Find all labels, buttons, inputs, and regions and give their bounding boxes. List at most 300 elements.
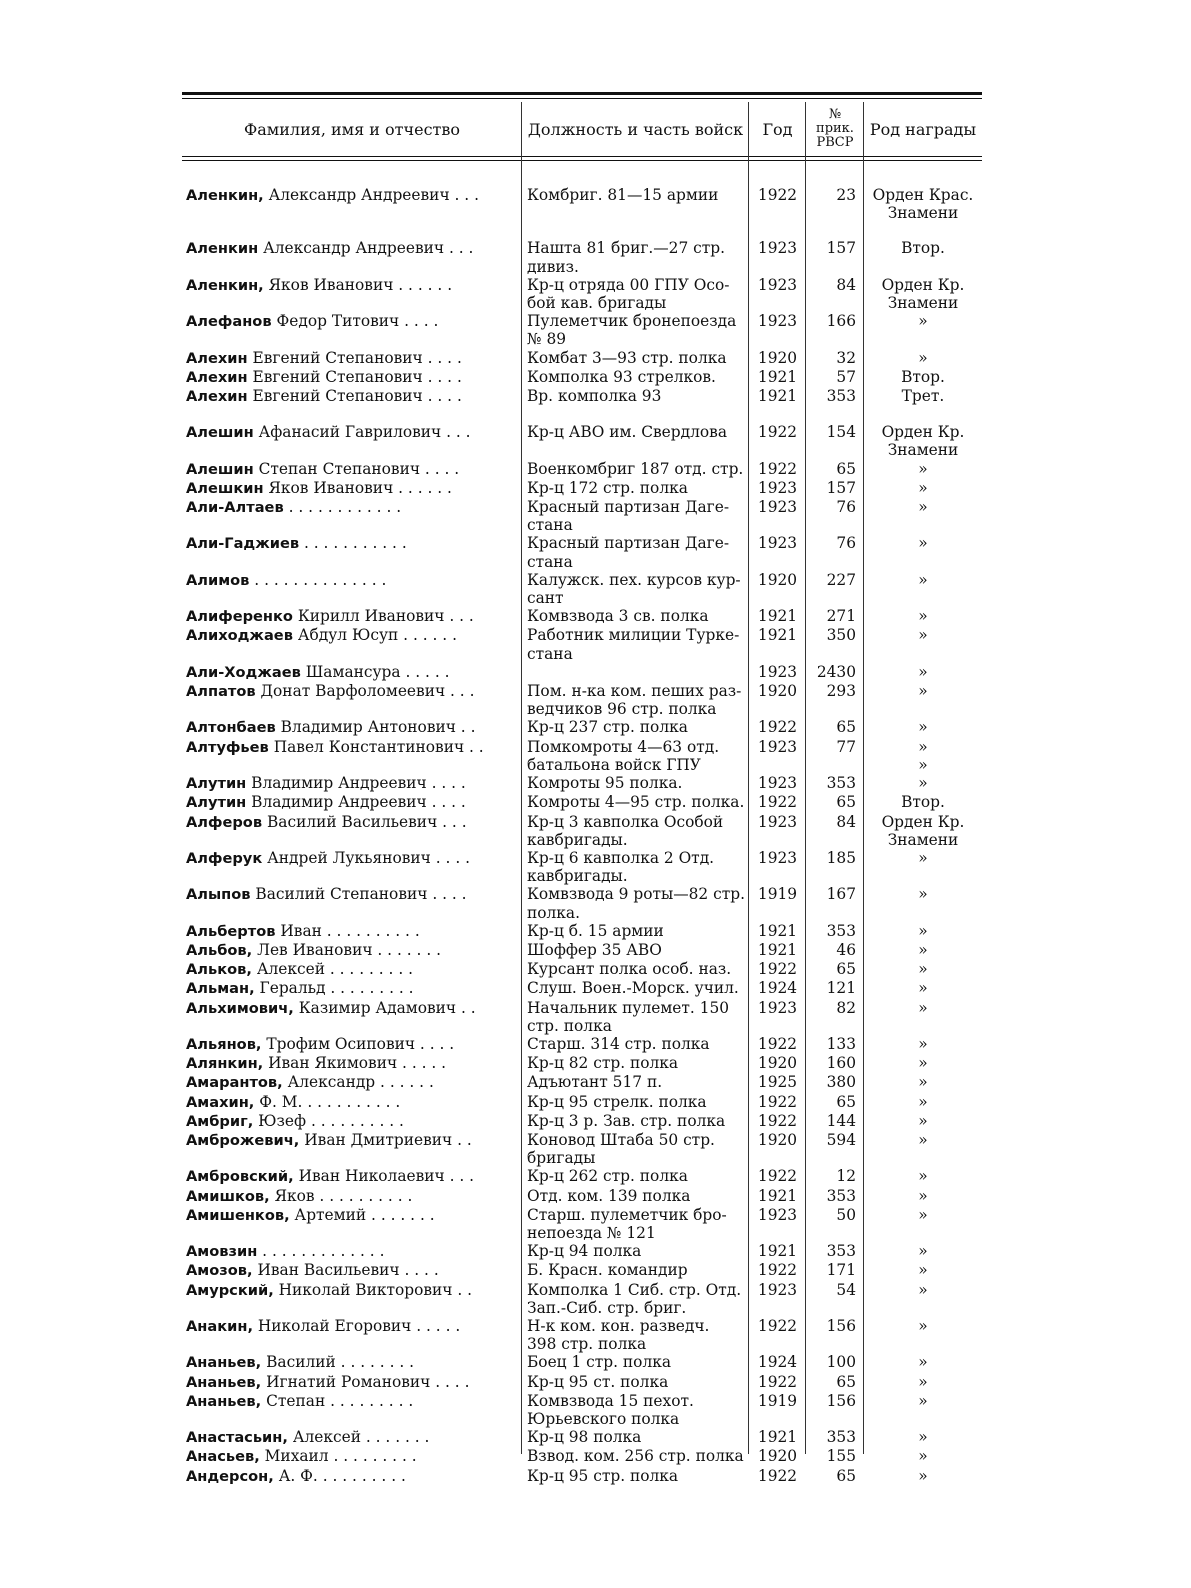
cell-award: »	[918, 1280, 928, 1299]
cell-position: Комбат 3—93 стр. полка	[527, 348, 727, 367]
table-row	[182, 239, 982, 275]
cell-name	[182, 1467, 522, 1486]
given-names: Евгений Степанович . . . .	[247, 348, 462, 367]
cell-year: 1922	[757, 1167, 798, 1186]
cell-name	[182, 479, 522, 498]
surname: Алешин	[186, 460, 254, 478]
cell-award: »	[918, 774, 928, 793]
given-names: Афанасий Гаврилович . . .	[253, 423, 471, 442]
cell-year: 1925	[757, 1073, 798, 1092]
given-names: Юзеф . . . . . . . . . .	[253, 1111, 404, 1130]
cell-position: Кр-ц 172 стр. полка	[527, 478, 688, 497]
cell-name	[182, 682, 522, 718]
cell-order: 65	[836, 718, 856, 737]
cell-name	[182, 738, 522, 774]
surname: Алешин	[186, 424, 254, 442]
cell-name	[182, 979, 522, 998]
cell-year: 1923	[757, 662, 798, 681]
given-names: Трофим Осипович . . . .	[261, 1034, 455, 1053]
given-names: Шамансура . . . . .	[300, 662, 450, 681]
surname: Алферук	[186, 849, 263, 867]
given-names: Иван Николаевич . . .	[293, 1167, 475, 1186]
cell-award: »	[918, 626, 928, 645]
table-row	[182, 1167, 982, 1186]
header-rule-2	[182, 160, 982, 161]
cell-position: Калужск. пех. курсов кур- сант	[527, 570, 741, 608]
surname: Анакин,	[186, 1317, 253, 1335]
given-names: . . . . . . . . . . . . . .	[249, 570, 387, 589]
cell-year: 1920	[757, 1447, 798, 1466]
award-table	[182, 186, 982, 1486]
given-names: Алексей . . . . . . . . .	[251, 960, 414, 979]
table-row	[182, 479, 982, 498]
cell-year: 1923	[757, 275, 798, 294]
cell-award: »	[918, 607, 928, 626]
surname: Али-Алтаев	[186, 499, 284, 517]
table-row	[182, 1353, 982, 1372]
cell-award: Втор.	[901, 239, 945, 258]
cell-order: 353	[826, 1186, 856, 1205]
surname: Алыпов	[186, 886, 251, 904]
table-row	[182, 1073, 982, 1092]
cell-award: »	[918, 921, 928, 940]
cell-position: Взвод. ком. 256 стр. полка	[527, 1447, 744, 1466]
cell-order: 82	[836, 998, 856, 1017]
given-names: . . . . . . . . . . . .	[283, 498, 402, 517]
cell-year: 1924	[757, 979, 798, 998]
cell-position: Начальник пулемет. 150 стр. полка	[527, 998, 730, 1035]
cell-position: Старш. пулеметчик бро- непоезда № 121	[527, 1205, 727, 1242]
cell-year: 1922	[757, 718, 798, 737]
cell-position: Адъютант 517 п.	[527, 1073, 663, 1092]
table-row	[182, 979, 982, 998]
cell-name	[182, 1073, 522, 1092]
surname: Аленкин,	[186, 187, 264, 204]
table-row	[182, 1447, 982, 1466]
cell-award: »	[918, 662, 928, 681]
cell-name	[182, 885, 522, 921]
cell-year: 1922	[757, 1111, 798, 1130]
cell-award: »	[918, 1034, 928, 1053]
cell-order: 65	[836, 1466, 856, 1485]
cell-order: 156	[826, 1391, 856, 1410]
cell-order: 2430	[816, 662, 856, 681]
cell-name	[182, 312, 522, 348]
cell-name	[182, 239, 522, 275]
cell-order: 23	[836, 186, 856, 204]
table-row	[182, 534, 982, 570]
cell-year: 1921	[757, 921, 798, 940]
cell-year: 1920	[757, 348, 798, 367]
cell-order: 54	[836, 1280, 856, 1299]
cell-name	[182, 607, 522, 626]
surname: Амброжевич,	[186, 1131, 300, 1149]
cell-order: 65	[836, 1092, 856, 1111]
table-row	[182, 387, 982, 406]
given-names: Андрей Лукьянович . . . .	[262, 848, 470, 867]
surname: Аленкин,	[186, 276, 264, 294]
cell-name	[182, 718, 522, 737]
given-names: Геральд . . . . . . . . .	[254, 979, 414, 998]
cell-year: 1922	[757, 1316, 798, 1335]
cell-position: Красный партизан Даге- стана	[527, 534, 730, 571]
cell-award: »	[918, 1167, 928, 1186]
cell-position: Вр. комполка 93	[527, 387, 662, 406]
cell-order: 57	[836, 367, 856, 386]
cell-position: Пом. н-ка ком. пеших раз- ведчиков 96 стр. полка	[527, 682, 742, 719]
cell-award: »	[918, 498, 928, 517]
cell-order: 594	[826, 1130, 856, 1149]
cell-award: »	[918, 570, 928, 589]
cell-position: Б. Красн. командир	[527, 1261, 688, 1280]
surname: Алиходжаев	[186, 627, 293, 645]
cell-order: 65	[836, 793, 856, 812]
cell-year: 1923	[757, 239, 798, 258]
table-row	[182, 718, 982, 737]
cell-year: 1921	[757, 940, 798, 959]
cell-award: »	[918, 478, 928, 497]
given-names: Александр Андреевич . . .	[263, 186, 479, 204]
cell-position: Комвзвода 9 роты—82 стр. полка.	[527, 885, 745, 922]
cell-name	[182, 571, 522, 607]
table-row	[182, 368, 982, 387]
cell-position: Помкомроты 4—63 отд. батальона войск ГПУ	[527, 737, 720, 774]
surname: Амбриг,	[186, 1112, 254, 1130]
cell-order: 76	[836, 498, 856, 517]
cell-name	[182, 626, 522, 662]
cell-name	[182, 1131, 522, 1167]
header-rule-1	[182, 156, 982, 157]
cell-name	[182, 349, 522, 368]
cell-year: 1922	[757, 1261, 798, 1280]
cell-award: »	[918, 979, 928, 998]
cell-year: 1923	[757, 498, 798, 517]
cell-name	[182, 1373, 522, 1392]
cell-award: »	[918, 1316, 928, 1335]
cell-award: »	[918, 1242, 928, 1261]
table-row	[182, 1112, 982, 1131]
cell-year: 1923	[757, 1205, 798, 1224]
cell-order: 353	[826, 1242, 856, 1261]
surname: Алехин	[186, 388, 248, 406]
cell-position: Комвзвода 3 св. полка	[527, 607, 709, 626]
surname: Анастасьин,	[186, 1429, 288, 1447]
cell-position: Компoлка 93 стрелков.	[527, 367, 716, 386]
cell-order: 350	[826, 626, 856, 645]
cell-position: Кр-ц АВО им. Свердлова	[527, 423, 728, 442]
cell-order: 160	[826, 1054, 856, 1073]
table-row	[182, 1187, 982, 1206]
cell-year: 1920	[757, 682, 798, 701]
surname: Альков,	[186, 961, 252, 979]
given-names: Артемий . . . . . . .	[289, 1205, 435, 1224]
cell-name	[182, 1093, 522, 1112]
cell-name	[182, 1317, 522, 1353]
cell-order: 12	[836, 1167, 856, 1186]
given-names: Александр . . . . . .	[282, 1073, 434, 1092]
cell-position: Старш. 314 стр. полка	[527, 1034, 710, 1053]
cell-position: Комроты 95 полка.	[527, 774, 683, 793]
given-names: Иван Васильевич . . . .	[252, 1261, 439, 1280]
cell-award: »	[918, 718, 928, 737]
cell-award: »	[918, 960, 928, 979]
surname: Алферов	[186, 813, 263, 831]
cell-award: »	[918, 682, 928, 701]
given-names: Федор Титович . . . .	[271, 312, 439, 331]
surname: Амишков,	[186, 1187, 270, 1205]
cell-order: 65	[836, 1372, 856, 1391]
cell-position: Шоффер 35 АВО	[527, 940, 662, 959]
cell-year: 1923	[757, 1280, 798, 1299]
cell-order: 46	[836, 940, 856, 959]
cell-order: 353	[826, 921, 856, 940]
given-names: Степан . . . . . . . . .	[261, 1391, 414, 1410]
cell-year: 1920	[757, 1054, 798, 1073]
cell-year: 1922	[757, 793, 798, 812]
cell-name	[182, 1054, 522, 1073]
surname: Амарантов,	[186, 1074, 283, 1092]
cell-award: »	[918, 534, 928, 553]
cell-year: 1922	[757, 1372, 798, 1391]
cell-position: Боец 1 стр. полка	[527, 1353, 672, 1372]
cell-award: »	[918, 1111, 928, 1130]
cell-order: 133	[826, 1034, 856, 1053]
header-name: Фамилия, имя и отчество	[243, 119, 461, 139]
table-row	[182, 1392, 982, 1428]
cell-award: Втор.	[901, 793, 945, 812]
header-order: № прик. РВСР	[816, 107, 854, 150]
cell-position: Кр-ц 95 стрелк. полка	[527, 1092, 707, 1111]
surname: Амурский,	[186, 1281, 274, 1299]
table-row	[182, 1242, 982, 1261]
surname: Амозов,	[186, 1262, 253, 1280]
table-row	[182, 571, 982, 607]
cell-order: 32	[836, 348, 856, 367]
row-spacer	[182, 222, 982, 239]
cell-position: Комвзвода 15 пехот. Юрьевского полка	[527, 1391, 694, 1428]
cell-name	[182, 999, 522, 1035]
cell-name	[182, 1206, 522, 1242]
given-names: А. Ф. . . . . . . . . .	[273, 1466, 406, 1485]
cell-award: »	[918, 1186, 928, 1205]
cell-order: 166	[826, 312, 856, 331]
surname: Амишенков,	[186, 1206, 290, 1224]
cell-award: »	[918, 1372, 928, 1391]
cell-award: » »	[918, 737, 928, 774]
cell-position: Слуш. Воен.-Морск. учил.	[527, 979, 739, 998]
surname: Алянкин,	[186, 1055, 264, 1073]
given-names: Иван . . . . . . . . . .	[275, 921, 420, 940]
surname: Алефанов	[186, 313, 272, 331]
surname: Альман,	[186, 980, 255, 998]
given-names: Ф. М. . . . . . . . . . .	[254, 1092, 401, 1111]
cell-year: 1923	[757, 534, 798, 553]
cell-award: »	[918, 348, 928, 367]
given-names: Алексей . . . . . . .	[287, 1428, 430, 1447]
surname: Анасьев,	[186, 1448, 260, 1466]
cell-award: Орден Кр. Знамени	[881, 423, 965, 460]
table-row	[182, 1054, 982, 1073]
table-row	[182, 626, 982, 662]
surname: Амахин,	[186, 1093, 255, 1111]
cell-order: 293	[826, 682, 856, 701]
table-row	[182, 1093, 982, 1112]
given-names: Николай Викторович . .	[273, 1280, 473, 1299]
table-row	[182, 1373, 982, 1392]
cell-position	[522, 663, 749, 682]
table-row	[182, 460, 982, 479]
cell-order: 171	[826, 1261, 856, 1280]
surname: Алутин	[186, 794, 247, 812]
cell-award: »	[918, 1054, 928, 1073]
cell-year: 1921	[757, 367, 798, 386]
surname: Альбертов	[186, 922, 276, 940]
cell-award: »	[918, 940, 928, 959]
header-position: Должность и часть войск	[527, 119, 744, 139]
surname: Алпатов	[186, 683, 256, 701]
cell-position: Кр-ц 237 стр. полка	[527, 718, 688, 737]
cell-year: 1921	[757, 607, 798, 626]
surname: Алутин	[186, 775, 247, 793]
cell-order: 77	[836, 737, 856, 756]
surname: Аленкин	[186, 240, 259, 258]
cell-name	[182, 1112, 522, 1131]
cell-position: Отд. ком. 139 полка	[527, 1186, 691, 1205]
given-names: . . . . . . . . . . . . .	[257, 1242, 385, 1261]
table-row	[182, 1035, 982, 1054]
cell-position: Кр-ц 95 ст. полка	[527, 1372, 669, 1391]
cell-position: Кр-ц 3 р. Зав. стр. полка	[527, 1111, 726, 1130]
cell-year: 1921	[757, 1242, 798, 1261]
cell-order: 154	[826, 423, 856, 442]
table-row	[182, 423, 982, 459]
cell-order: 65	[836, 960, 856, 979]
cell-year: 1922	[757, 186, 798, 204]
cell-position: Коновод Штаба 50 стр. бригады	[527, 1130, 715, 1168]
cell-year: 1922	[757, 1092, 798, 1111]
cell-year: 1919	[757, 1391, 798, 1410]
surname: Алтуфьев	[186, 738, 269, 756]
surname: Ананьев,	[186, 1392, 262, 1410]
cell-name	[182, 1035, 522, 1054]
given-names: Степан Степанович . . . .	[253, 459, 460, 478]
cell-name	[182, 1392, 522, 1428]
cell-name	[182, 922, 522, 941]
cell-order: 353	[826, 387, 856, 406]
cell-order: 65	[836, 459, 856, 478]
cell-order: 167	[826, 885, 856, 904]
table-row	[182, 1281, 982, 1317]
cell-year: 1921	[757, 1186, 798, 1205]
cell-year: 1924	[757, 1353, 798, 1372]
surname: Альбов,	[186, 941, 253, 959]
cell-award: »	[918, 1466, 928, 1485]
cell-order: 84	[836, 812, 856, 831]
cell-position: Кр-ц 3 кавполка Особой кавбригады.	[527, 812, 724, 849]
table-row	[182, 922, 982, 941]
cell-position: Кр-ц 6 кавполка 2 Отд. кавбригады.	[527, 848, 715, 886]
cell-order: 50	[836, 1205, 856, 1224]
cell-year: 1921	[757, 387, 798, 406]
given-names: Владимир Антонович . .	[275, 718, 476, 737]
surname: Алехин	[186, 368, 248, 386]
header-year: Год	[762, 119, 793, 139]
cell-award: »	[918, 1261, 928, 1280]
top-rule-thick	[182, 92, 982, 95]
header-award: Род награды	[869, 119, 977, 139]
cell-name	[182, 423, 522, 459]
cell-year: 1922	[757, 1034, 798, 1053]
surname: Алтонбаев	[186, 719, 276, 737]
table-row	[182, 960, 982, 979]
cell-name	[182, 534, 522, 570]
cell-order: 121	[826, 979, 856, 998]
cell-award: »	[918, 459, 928, 478]
table-row	[182, 738, 982, 774]
cell-name	[182, 813, 522, 849]
given-names: Яков . . . . . . . . . .	[269, 1186, 413, 1205]
cell-award: »	[918, 1073, 928, 1092]
cell-award: Втор.	[901, 367, 945, 386]
cell-position: Кр-ц 95 стр. полка	[527, 1466, 679, 1485]
cell-order: 144	[826, 1111, 856, 1130]
cell-award: Орден Крас. Знамени	[872, 186, 974, 223]
table-row	[182, 793, 982, 812]
given-names: Абдул Юсуп . . . . . .	[292, 626, 457, 645]
cell-award: Орден Кр. Знамени	[881, 275, 965, 313]
cell-order: 353	[826, 774, 856, 793]
row-spacer	[182, 406, 982, 423]
given-names: Евгений Степанович . . . .	[247, 367, 462, 386]
cell-year: 1923	[757, 774, 798, 793]
table-row	[182, 849, 982, 885]
surname: Алехин	[186, 349, 248, 367]
given-names: Игнатий Романович . . . .	[261, 1372, 470, 1391]
given-names: Яков Иванович . . . . . .	[263, 478, 452, 497]
cell-name	[182, 368, 522, 387]
cell-award: »	[918, 885, 928, 904]
cell-position: Кр-ц 98 полка	[527, 1428, 642, 1447]
surname: Ананьев,	[186, 1373, 262, 1391]
table-row	[182, 663, 982, 682]
cell-year: 1922	[757, 459, 798, 478]
cell-year: 1923	[757, 812, 798, 831]
cell-year: 1922	[757, 1466, 798, 1485]
surname: Андерсон,	[186, 1467, 274, 1485]
cell-position: Комполка 1 Сиб. стр. Отд. Зап.-Сиб. стр. бриг.	[527, 1280, 742, 1317]
table-row	[182, 498, 982, 534]
surname: Ананьев,	[186, 1354, 262, 1372]
cell-order: 157	[826, 239, 856, 258]
table-row	[182, 1206, 982, 1242]
given-names: Иван Дмитриевич . .	[299, 1130, 472, 1149]
cell-order: 76	[836, 534, 856, 553]
cell-position: Наштa 81 бриг.—27 стр. дивиз.	[527, 239, 726, 276]
cell-position: Кр-ц б. 15 армии	[527, 921, 664, 940]
surname: Али-Гаджиев	[186, 535, 300, 553]
cell-name	[182, 1447, 522, 1466]
table-row	[182, 276, 982, 312]
cell-year: 1923	[757, 737, 798, 756]
cell-year: 1920	[757, 570, 798, 589]
cell-award: Трет.	[901, 387, 945, 406]
given-names: Василий Васильевич . . .	[262, 812, 467, 831]
cell-award: »	[918, 1428, 928, 1447]
cell-name	[182, 941, 522, 960]
cell-name	[182, 793, 522, 812]
cell-award: »	[918, 848, 928, 867]
cell-award: »	[918, 312, 928, 331]
